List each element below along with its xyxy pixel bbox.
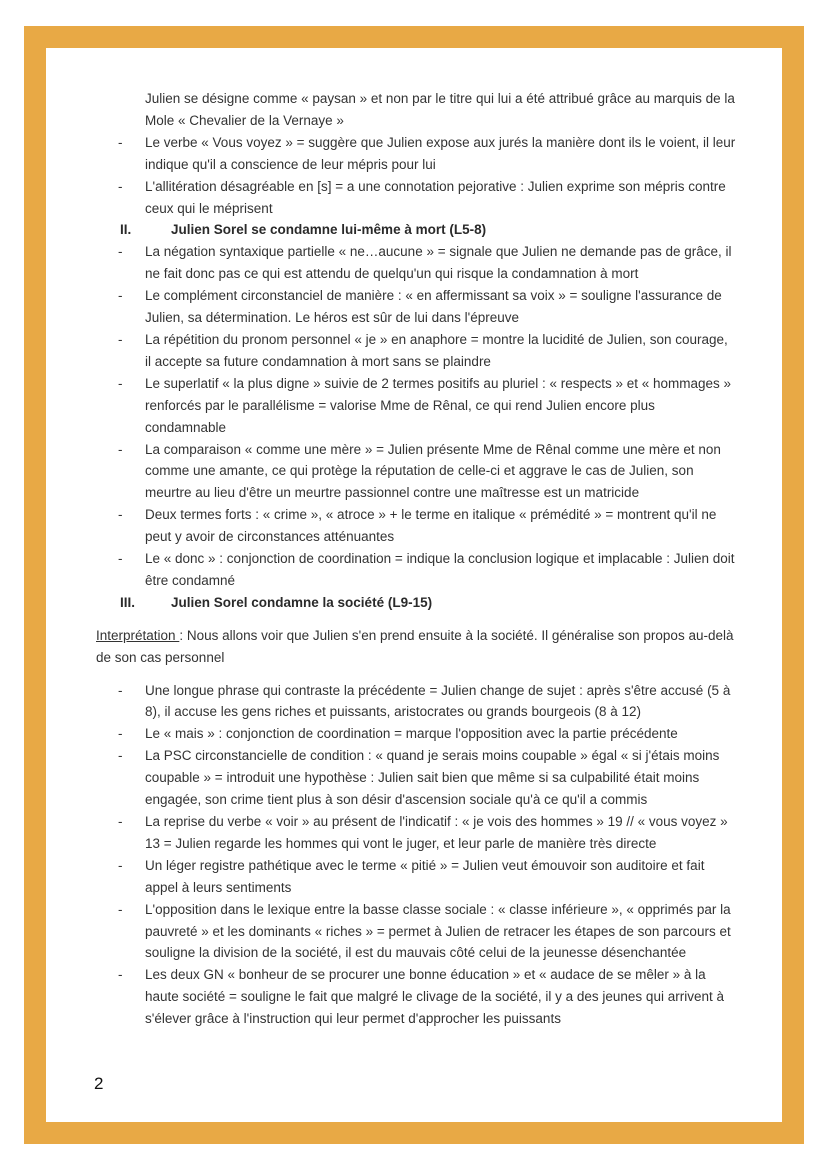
list-item: - L'allitération désagréable en [s] = a une connotation pejorative : Julien exprime son mépris contre ceux qui le méprisent xyxy=(118,178,726,216)
interpretation-paragraph xyxy=(96,625,736,669)
document-page xyxy=(46,48,782,1122)
list-item: - Le verbe « Vous voyez » = suggère que Julien expose aux jurés la manière dont ils le voient, il leur indique qu'il a conscience de leur mépris pour lui xyxy=(118,134,736,172)
list-item: - La répétition du pronom personnel « je » en anaphore = montre la lucidité de Julien, son courage, il accepte sa future condamnation à mort sans se plaindre xyxy=(118,331,728,369)
section-number: III. xyxy=(120,594,136,610)
section-heading-2 xyxy=(96,219,736,241)
list-item: - La négation syntaxique partielle « ne…aucune » = signale que Julien ne demande pas de grâce, il ne fait donc pas ce qui est attendu de quelqu'un qui risque la condamnation à mort xyxy=(118,244,732,282)
page-number: 2 xyxy=(94,1074,104,1093)
section-heading-3 xyxy=(96,592,736,614)
list-item: - Une longue phrase qui contraste la précédente = Julien change de sujet : après s'être accusé (5 à 8), il accuse les gens riches et puissants, aristocrates ou grands bourgeois (8 à 12) xyxy=(118,682,731,720)
section-title: Julien Sorel condamne la société (L9-15) xyxy=(171,594,433,610)
list-item: - Le complément circonstanciel de manière : « en affermissant sa voix » = souligne l'assurance de Julien, sa détermination. Le héros est sûr de lui dans l'épreuve xyxy=(118,288,722,326)
document-body xyxy=(96,88,736,1030)
list-item: - Le « donc » : conjonction de coordination = indique la conclusion logique et implacable : Julien doit être condamné xyxy=(118,551,735,588)
list-item: - La PSC circonstancielle de condition : « quand je serais moins coupable » égal « si j'étais moins coupable » = introduit une hypothèse : Julien sait bien que même si sa culpabilité était moins engagée, son crime tient plus à son désir d'ascension sociale qu'à ce qu'il a commis xyxy=(118,748,720,808)
continuation-paragraph: Julien se désigne comme « paysan » et non par le titre qui lui a été attribué grâce au marquis de la Mole « Chevalier de la Vernaye » xyxy=(145,91,735,128)
list-item: - Le « mais » : conjonction de coordination = marque l'opposition avec la partie précédente xyxy=(118,726,678,742)
list-item: - La reprise du verbe « voir » au présent de l'indicatif : « je vois des hommes » 19 // « vous voyez » 13 = Julien regarde les hommes qui vont le juger, et leur parle de manière très directe xyxy=(118,814,728,851)
list-item: - Les deux GN « bonheur de se procurer une bonne éducation » et « audace de se mêler » à la haute société = souligne le fait que malgré le clivage de la société, il y a des jeunes qui arrivent à s'élever grâce à l'instruction qui leur permet d'approcher les puissants xyxy=(118,967,724,1027)
list-item: - L'opposition dans le lexique entre la basse classe sociale : « classe inférieure », « opprimés par la pauvreté » et les dominants « riches » = permet à Julien de retracer les étapes de son parcours et souligne la division de la société, il est du mauvais côté celui de la jeunesse désenchantée xyxy=(118,901,731,961)
list-item: - Deux termes forts : « crime », « atroce » + le terme en italique « prémédité » = montrent qu'il ne peut y avoir de circonstances atténuantes xyxy=(118,507,717,545)
list-item: - Le superlatif « la plus digne » suivie de 2 termes positifs au pluriel : « respects » et « hommages » renforcés par le parallélisme = valorise Mme de Rênal, ce qui rend Julien encore plus condamnable xyxy=(118,375,732,435)
interpretation-text: : Nous allons voir que Julien s'en prend ensuite à la société. Il généralise son propos au-delà de son cas personnel xyxy=(96,627,734,665)
section-number: II. xyxy=(120,222,132,238)
list-item: - Un léger registre pathétique avec le terme « pitié » = Julien veut émouvoir son auditoire et fait appel à leurs sentiments xyxy=(118,857,705,895)
section-title: Julien Sorel se condamne lui-même à mort (L5-8) xyxy=(171,222,487,238)
interpretation-label: Interprétation xyxy=(96,627,180,643)
list-item: - La comparaison « comme une mère » = Julien présente Mme de Rênal comme une mère et non comme une amante, ce qui protège la réputation de celle-ci et aggrave le cas de Julien, son meurtre au lieu d'être un meurtre passionnel contre une maîtresse est un matricide xyxy=(118,441,721,501)
